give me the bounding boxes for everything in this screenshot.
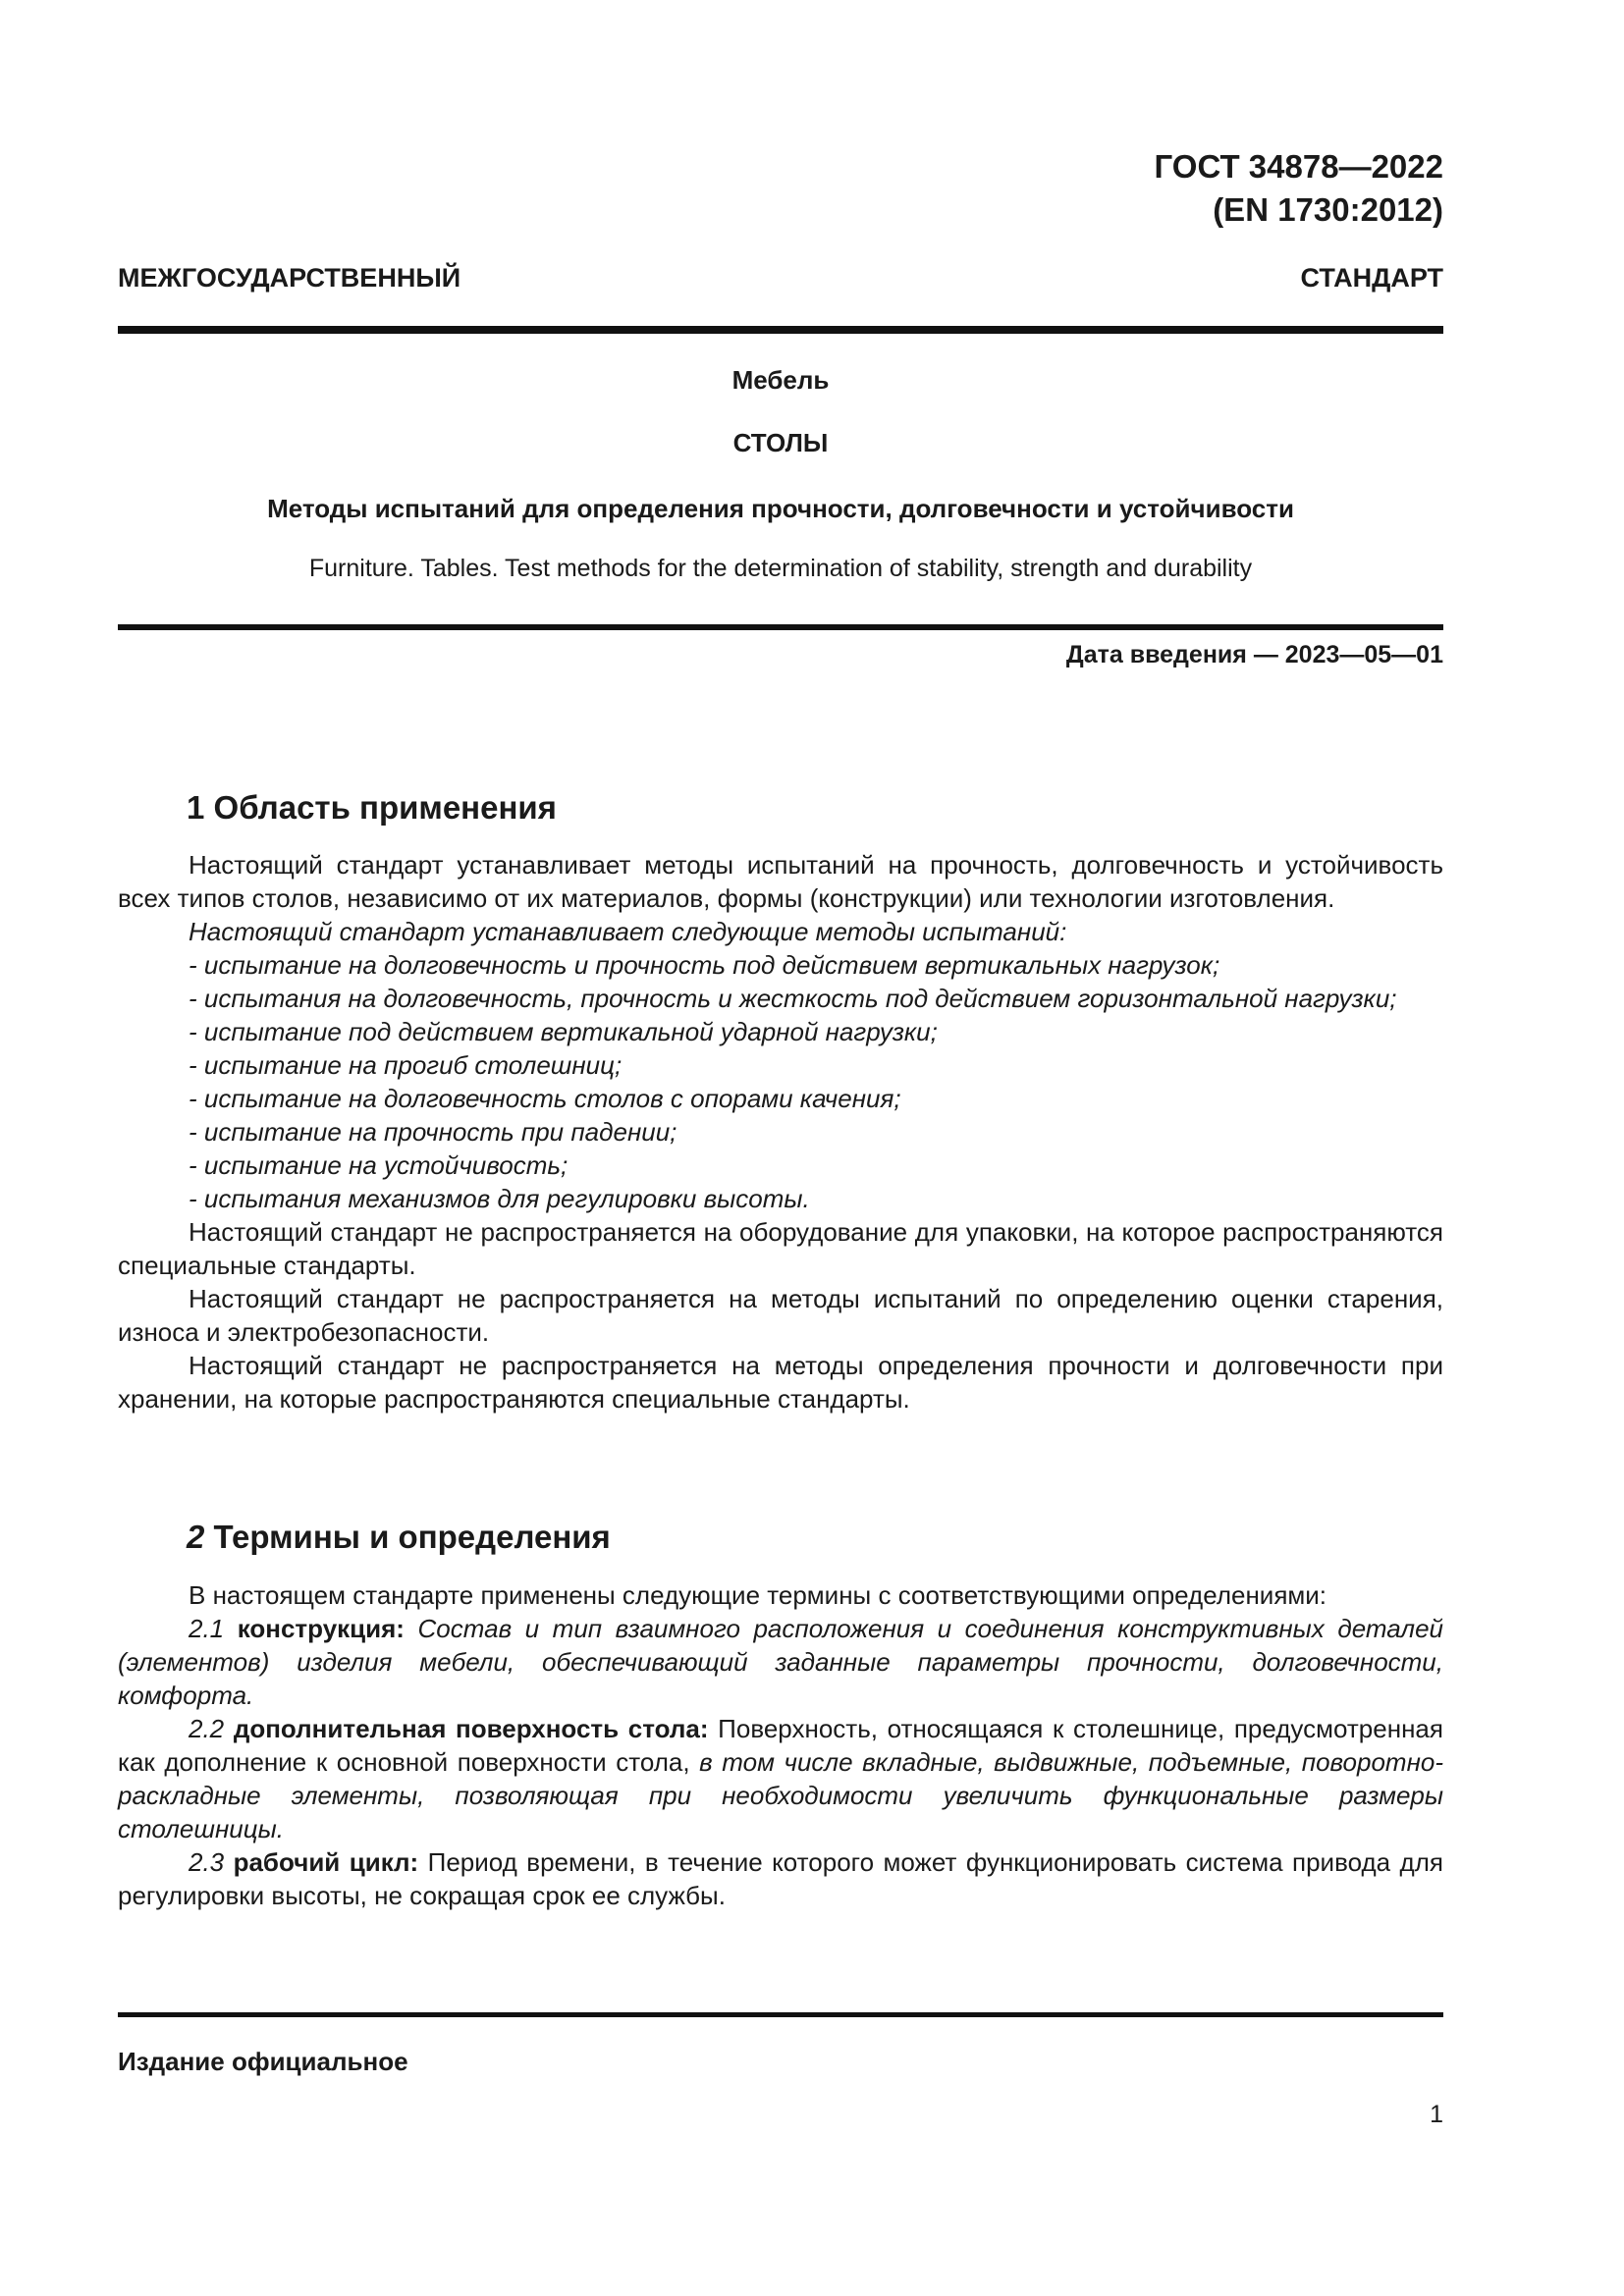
term-number: 2.1 (189, 1614, 225, 1643)
list-item: - испытание на прочность при падении; (189, 1117, 677, 1147)
introduction-date: Дата введения — 2023—05—01 (1065, 641, 1443, 668)
top-rule (118, 326, 1443, 334)
list-item: - испытание на прогиб столешниц; (189, 1050, 623, 1080)
term-definition-italic: в том числе вкладные, выдвижные, подъемные, поворотно-раскладные элементы, позволяющая при необходимости увеличить функциональные размеры столешницы. (118, 1747, 1443, 1843)
gost-number: ГОСТ 34878—2022 (1154, 148, 1443, 185)
list-item: - испытание на долговечность столов с опорами качения; (189, 1084, 901, 1113)
term-definition: Период времени, в течение которого может функционировать система привода для регулировки высоты, не сокращая срок ее службы. (118, 1847, 1443, 1910)
term-name: рабочий цикл: (233, 1847, 419, 1877)
term-definition: Поверхность, относящаяся к столешнице, предусмотренная как дополнение к основной поверхности стола, (118, 1714, 1443, 1777)
standard-type-banner: МЕЖГОСУДАРСТВЕННЫЙ СТАНДАРТ (118, 263, 1443, 293)
section-2-title: Термины и определения (213, 1519, 611, 1555)
section-1-body (118, 848, 1443, 1415)
section-2-body (118, 1578, 1443, 1912)
section-1-heading: 1 Область применения (187, 789, 557, 826)
term-entry (118, 1845, 1443, 1912)
paragraph: Настоящий стандарт устанавливает методы испытаний на прочность, долговечность и устойчивость всех типов столов, независимо от их материалов, формы (конструкции) или технологии изготовления. (118, 850, 1443, 913)
list-item: - испытание на долговечность и прочность под действием вертикальных нагрузок; (189, 950, 1220, 980)
section-2-number: 2 (187, 1519, 205, 1555)
document-methods-title: Методы испытаний для определения прочности, долговечности и устойчивости (267, 494, 1294, 523)
paragraph: Настоящий стандарт не распространяется на методы испытаний по определению оценки старения, износа и электробезопасности. (118, 1284, 1443, 1347)
term-entry (118, 1712, 1443, 1845)
list-item: - испытание под действием вертикальной ударной нагрузки; (189, 1017, 938, 1046)
en-number: (EN 1730:2012) (1213, 191, 1443, 228)
section-2-heading (187, 1519, 611, 1556)
term-entry (118, 1612, 1443, 1712)
edition-label: Издание официальное (118, 2047, 408, 2076)
list-intro: Настоящий стандарт устанавливает следующие методы испытаний: (189, 917, 1067, 946)
page-number: 1 (1430, 2101, 1443, 2128)
term-definition: Состав и тип взаимного расположения и соединения конструктивных деталей (элементов) изделия мебели, обеспечивающий заданные параметры прочности, долговечности, комфорта. (118, 1614, 1443, 1710)
footer-rule (118, 2012, 1443, 2017)
paragraph: Настоящий стандарт не распространяется на методы определения прочности и долговечности при хранении, на которые распространяются специальные стандарты. (118, 1351, 1443, 1414)
list-item: - испытание на устойчивость; (189, 1150, 568, 1180)
term-number: 2.2 (189, 1714, 225, 1743)
term-name: дополнительная поверхность стола: (233, 1714, 709, 1743)
gost-designation (982, 145, 1443, 232)
document-subtitle: СТОЛЫ (732, 428, 829, 457)
term-number: 2.3 (189, 1847, 225, 1877)
paragraph: В настоящем стандарте применены следующие термины с соответствующими определениями: (189, 1580, 1327, 1610)
title-rule (118, 624, 1443, 630)
document-title: Мебель (731, 365, 830, 395)
paragraph: Настоящий стандарт не распространяется на оборудование для упаковки, на которое распространяются специальные стандарты. (118, 1217, 1443, 1280)
list-item: - испытания на долговечность, прочность и жесткость под действием горизонтальной нагрузки; (189, 984, 1397, 1013)
document-english-title: Furniture. Tables. Test methods for the determination of stability, strength and durability (308, 555, 1253, 582)
term-name: конструкция: (237, 1614, 405, 1643)
list-item: - испытания механизмов для регулировки высоты. (189, 1184, 810, 1213)
